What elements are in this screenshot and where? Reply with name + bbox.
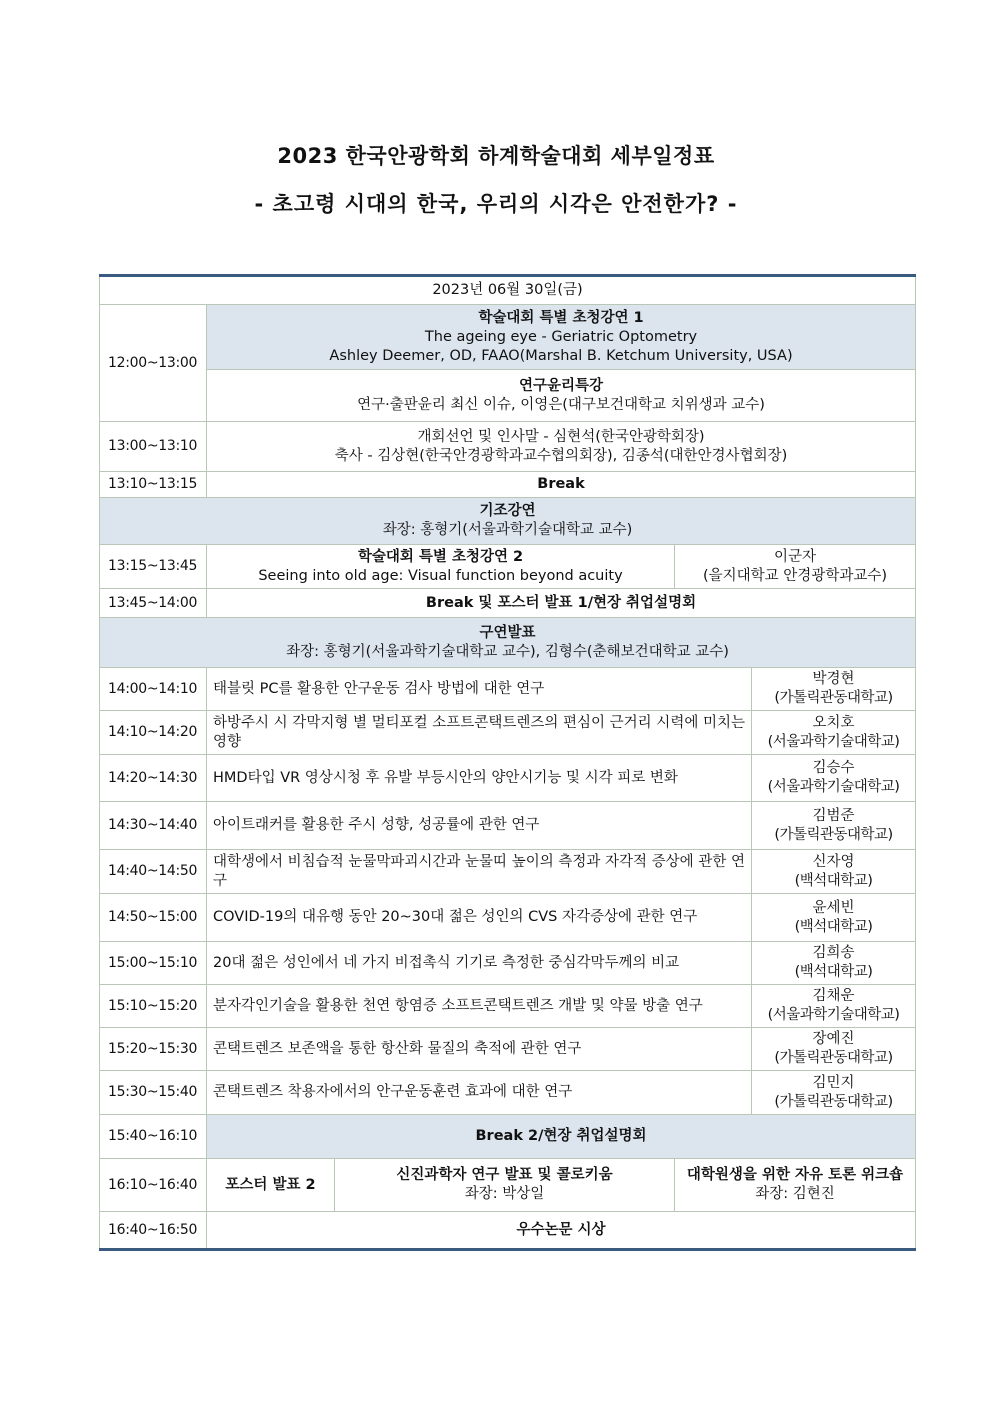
author-cell bbox=[752, 802, 916, 850]
speaker-affiliation: (을지대학교 안경광학과교수) bbox=[703, 567, 888, 584]
author-name: 김희송 bbox=[812, 945, 855, 961]
time-cell: 16:40~16:50 bbox=[100, 1212, 207, 1250]
talk-row bbox=[100, 1071, 916, 1115]
break-cell: Break 2/현장 취업설명회 bbox=[207, 1115, 916, 1159]
talk-title: 아이트래커를 활용한 주시 성향, 성공률에 관한 연구 bbox=[207, 802, 752, 850]
schedule-row bbox=[100, 472, 916, 498]
schedule-table bbox=[99, 274, 916, 1251]
session-title: 연구윤리특강 bbox=[518, 377, 604, 394]
time-cell: 15:20~15:30 bbox=[100, 1028, 207, 1071]
talk-row bbox=[100, 755, 916, 802]
break-cell: Break 및 포스터 발표 1/현장 취업설명회 bbox=[207, 589, 916, 618]
author-name: 김범준 bbox=[812, 807, 855, 824]
schedule-row bbox=[100, 422, 916, 472]
session-line: 개회선언 및 인사말 - 심현석(한국안광학회장) bbox=[417, 428, 705, 445]
author-affiliation: (서울과학기술대학교) bbox=[767, 779, 900, 795]
colloquium-chair: 좌장: 박상일 bbox=[464, 1186, 545, 1202]
author-affiliation: (가톨릭관동대학교) bbox=[774, 826, 893, 843]
break-cell: Break bbox=[207, 472, 916, 498]
author-cell bbox=[752, 985, 916, 1028]
talk-row bbox=[100, 1028, 916, 1071]
talk-row bbox=[100, 850, 916, 894]
date-row bbox=[100, 276, 916, 305]
section-header-row bbox=[100, 498, 916, 545]
author-name: 신자영 bbox=[812, 853, 855, 870]
talk-row bbox=[100, 802, 916, 850]
author-affiliation: (가톨릭관동대학교) bbox=[774, 690, 893, 706]
time-cell: 16:10~16:40 bbox=[100, 1159, 207, 1212]
speaker-cell bbox=[675, 545, 916, 589]
author-name: 김채운 bbox=[812, 988, 855, 1004]
time-cell: 14:50~15:00 bbox=[100, 894, 207, 942]
author-cell bbox=[752, 668, 916, 711]
session-title: 학술대회 특별 초청강연 1 bbox=[478, 309, 644, 326]
author-name: 김민지 bbox=[812, 1074, 855, 1091]
section-header bbox=[100, 618, 916, 668]
session-line: The ageing eye - Geriatric Optometry bbox=[424, 328, 698, 345]
author-name: 김승수 bbox=[812, 760, 855, 776]
time-cell: 12:00~13:00 bbox=[100, 305, 207, 422]
session-line: Seeing into old age: Visual function beyond acuity bbox=[258, 567, 623, 584]
author-affiliation: (백석대학교) bbox=[794, 872, 873, 889]
session-line: 축사 - 김상현(한국안경광학과교수협의회장), 김종석(대한안경사협회장) bbox=[334, 447, 788, 464]
talk-title: 하방주시 시 각막지형 별 멀티포컬 소프트콘택트렌즈의 편심이 근거리 시력에 미치는 영향 bbox=[207, 711, 752, 755]
session-line: Ashley Deemer, OD, FAAO(Marshal B. Ketchum University, USA) bbox=[329, 347, 793, 364]
speaker-name: 이군자 bbox=[773, 548, 817, 565]
author-affiliation: (서울과학기술대학교) bbox=[767, 1007, 900, 1023]
author-cell bbox=[752, 711, 916, 755]
time-cell: 13:15~13:45 bbox=[100, 545, 207, 589]
session-cell bbox=[207, 545, 675, 589]
author-cell bbox=[752, 942, 916, 985]
talk-row bbox=[100, 942, 916, 985]
talk-title: 태블릿 PC를 활용한 안구운동 검사 방법에 대한 연구 bbox=[207, 668, 752, 711]
schedule-row bbox=[100, 589, 916, 618]
schedule-row bbox=[100, 1115, 916, 1159]
time-cell: 14:30~14:40 bbox=[100, 802, 207, 850]
session-title: 학술대회 특별 초청강연 2 bbox=[357, 548, 524, 565]
workshop-title: 대학원생을 위한 자유 토론 위크숍 bbox=[686, 1167, 904, 1183]
author-name: 윤세빈 bbox=[812, 899, 855, 916]
schedule-row bbox=[100, 305, 916, 370]
time-cell: 15:40~16:10 bbox=[100, 1115, 207, 1159]
author-cell bbox=[752, 1028, 916, 1071]
author-name: 오치호 bbox=[812, 714, 855, 731]
colloquium-title: 신진과학자 연구 발표 및 콜로키움 bbox=[396, 1167, 613, 1183]
time-cell: 15:30~15:40 bbox=[100, 1071, 207, 1115]
section-header-row bbox=[100, 618, 916, 668]
section-title: 기조강연 bbox=[479, 503, 536, 519]
author-affiliation: (가톨릭관동대학교) bbox=[774, 1050, 893, 1066]
talk-title: 콘택트렌즈 보존액을 통한 항산화 물질의 축적에 관한 연구 bbox=[207, 1028, 752, 1071]
author-name: 장예진 bbox=[812, 1031, 855, 1047]
schedule-row bbox=[100, 545, 916, 589]
date-header: 2023년 06월 30일(금) bbox=[100, 276, 916, 305]
author-affiliation: (백석대학교) bbox=[794, 964, 873, 980]
page-subtitle: - 초고령 시대의 한국, 우리의 시각은 안전한가? - bbox=[254, 192, 738, 216]
talk-title: 분자각인기술을 활용한 천연 항염증 소프트콘택트렌즈 개발 및 약물 방출 연구 bbox=[207, 985, 752, 1028]
workshop-cell bbox=[675, 1159, 916, 1212]
schedule-row bbox=[100, 1212, 916, 1250]
time-cell: 13:00~13:10 bbox=[100, 422, 207, 472]
author-cell bbox=[752, 1071, 916, 1115]
award-cell: 우수논문 시상 bbox=[207, 1212, 916, 1250]
talk-row bbox=[100, 668, 916, 711]
page-title: 2023 한국안광학회 하계학술대회 세부일정표 bbox=[277, 144, 715, 168]
time-cell: 14:20~14:30 bbox=[100, 755, 207, 802]
author-affiliation: (서울과학기술대학교) bbox=[767, 733, 900, 750]
talk-row bbox=[100, 894, 916, 942]
talk-title: HMD타입 VR 영상시청 후 유발 부등시안의 양안시기능 및 시각 피로 변화 bbox=[207, 755, 752, 802]
session-cell bbox=[207, 370, 916, 422]
talk-title: COVID-19의 대유행 동안 20~30대 젊은 성인의 CVS 자각증상에 관한 연구 bbox=[207, 894, 752, 942]
author-cell bbox=[752, 894, 916, 942]
section-title: 구연발표 bbox=[479, 624, 536, 641]
time-cell: 13:10~13:15 bbox=[100, 472, 207, 498]
time-cell: 15:00~15:10 bbox=[100, 942, 207, 985]
session-line: 연구·출판윤리 최신 이슈, 이영은(대구보건대학교 치위생과 교수) bbox=[357, 396, 765, 413]
talk-title: 콘택트렌즈 착용자에서의 안구운동훈련 효과에 대한 연구 bbox=[207, 1071, 752, 1115]
author-cell bbox=[752, 755, 916, 802]
author-name: 박경현 bbox=[812, 671, 855, 687]
section-chair: 좌장: 홍형기(서울과학기술대학교 교수) bbox=[382, 522, 633, 538]
poster-cell: 포스터 발표 2 bbox=[207, 1159, 335, 1212]
time-cell: 13:45~14:00 bbox=[100, 589, 207, 618]
time-cell: 14:10~14:20 bbox=[100, 711, 207, 755]
session-cell bbox=[207, 305, 916, 370]
colloquium-cell bbox=[335, 1159, 675, 1212]
author-affiliation: (백석대학교) bbox=[794, 918, 873, 935]
workshop-chair: 좌장: 김현진 bbox=[755, 1186, 835, 1202]
talk-title: 대학생에서 비침습적 눈물막파괴시간과 눈물띠 높이의 측정과 자각적 증상에 관한 연구 bbox=[207, 850, 752, 894]
time-cell: 15:10~15:20 bbox=[100, 985, 207, 1028]
schedule-row bbox=[100, 370, 916, 422]
session-cell bbox=[207, 422, 916, 472]
time-cell: 14:40~14:50 bbox=[100, 850, 207, 894]
author-affiliation: (가톨릭관동대학교) bbox=[774, 1093, 893, 1110]
talk-row bbox=[100, 711, 916, 755]
author-cell bbox=[752, 850, 916, 894]
section-header bbox=[100, 498, 916, 545]
schedule-row bbox=[100, 1159, 916, 1212]
talk-title: 20대 젊은 성인에서 네 가지 비접촉식 기기로 측정한 중심각막두께의 비교 bbox=[207, 942, 752, 985]
section-chair: 좌장: 홍형기(서울과학기술대학교 교수), 김형수(춘해보건대학교 교수) bbox=[286, 643, 729, 660]
talk-row bbox=[100, 985, 916, 1028]
time-cell: 14:00~14:10 bbox=[100, 668, 207, 711]
